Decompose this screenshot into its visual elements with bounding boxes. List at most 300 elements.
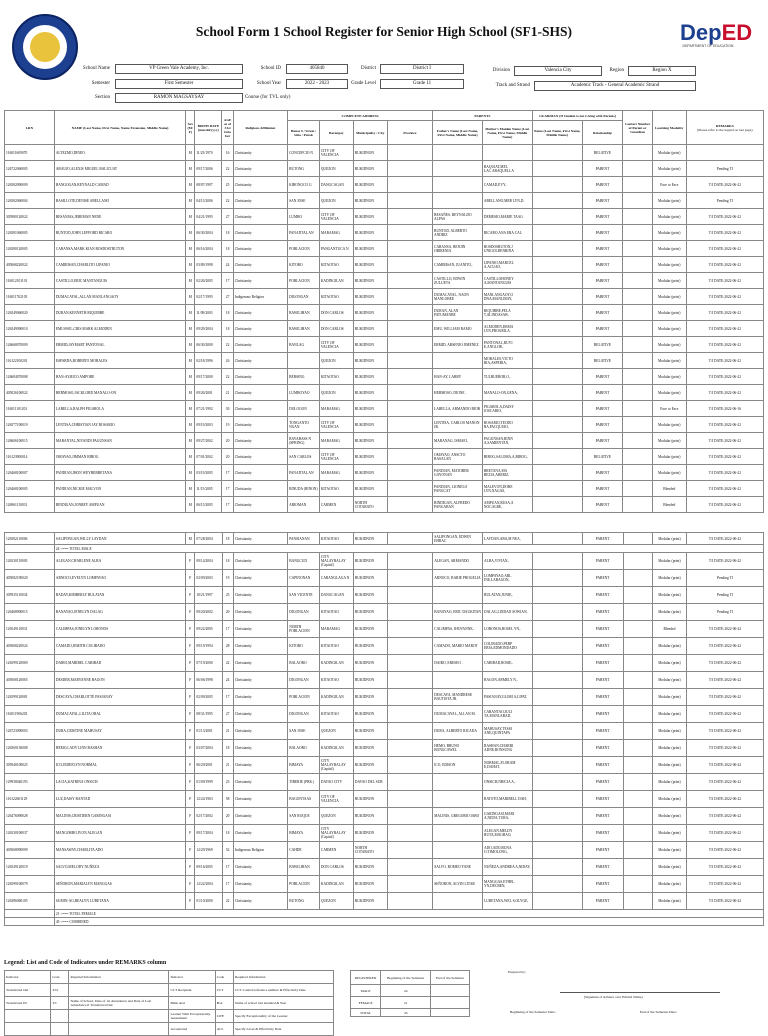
cell-guardian-name [532, 241, 582, 257]
cell-age: 20 [222, 808, 233, 825]
table-row [5, 465, 764, 481]
cell-name: BANGOGAN,REYNALD CAMAD [54, 177, 185, 193]
cell-remarks: T/I DATE:2022-06-22 [686, 757, 763, 774]
cell-remarks: Pending TI [686, 570, 763, 587]
cell-age: 21 [222, 757, 233, 774]
cell-contact [623, 401, 652, 417]
cell-province [387, 257, 432, 273]
legend-required: CCT Control/reference number & Effectivity Date [233, 984, 333, 997]
cell-father: MALINIS, GREGORIO IABO [433, 808, 483, 825]
cell-sex: M [186, 225, 195, 241]
cell-name: BADAY,KIMBERLY BULATAN [54, 587, 185, 604]
cell-sex: M [186, 193, 195, 209]
cell-religion: Christianity [233, 655, 287, 672]
summary-total-label: TOTAL [351, 1009, 381, 1017]
cell-guardian-name [532, 177, 582, 193]
cell-religion: Christianity [233, 876, 287, 893]
cell-relationship: PARENT [582, 757, 623, 774]
cell-father [433, 587, 483, 604]
cell-municipality: NORTH COTABATO [353, 497, 387, 513]
table-row [5, 604, 764, 621]
cell-barangay: DON CARLOS [319, 305, 353, 321]
cell-barangay: CARMEN [319, 842, 353, 859]
cell-lrn: 126961110031 [5, 497, 55, 513]
cell-province [387, 417, 432, 433]
legend-code: T/I [51, 997, 69, 1010]
cell-birthdate: 09/19/1994 [195, 638, 222, 655]
section-label: Section [95, 95, 110, 100]
cell-modality: Modular (print) [652, 808, 686, 825]
cell-guardian-name [532, 385, 582, 401]
cell-age: 22 [222, 337, 233, 353]
cell-house: BIMAYA [288, 757, 320, 774]
cell-province [387, 369, 432, 385]
table-row [5, 774, 764, 791]
table-row [5, 417, 764, 433]
cell-age: 27 [222, 209, 233, 225]
cell-guardian-name [532, 723, 582, 740]
cell-barangay: CITY OF VALENCIA [319, 209, 353, 225]
cell-relationship: PARENT [582, 321, 623, 337]
cell-age: 18 [222, 533, 233, 545]
cell-contact [623, 638, 652, 655]
cell-name: LACIA,KATRINA ONSICH [54, 774, 185, 791]
legend-indicator: Balik Aral [169, 997, 215, 1010]
col-province: Province [387, 121, 432, 145]
cell-modality: Modular (print) [652, 553, 686, 570]
cell-contact [623, 449, 652, 465]
cell-province [387, 842, 432, 859]
cell-birthdate: 03/07/2004 [195, 740, 222, 757]
table-row [5, 321, 764, 337]
track-field: Academic Track - General Academic Strand [534, 81, 696, 91]
cell-barangay: QUEZON [319, 161, 353, 177]
cell-modality: Modular (print) [652, 655, 686, 672]
table-row [5, 385, 764, 401]
cell-sex: M [186, 353, 195, 369]
cell-religion: Christianity [233, 241, 287, 257]
table-row [5, 706, 764, 723]
cell-guardian-name [532, 465, 582, 481]
cell-father: HEMO, BRUNO BONGCAWEL [433, 740, 483, 757]
cell-contact [623, 273, 652, 289]
cell-barangay: CITY OF VALENCIA [319, 417, 353, 433]
cell-guardian-name [532, 353, 582, 369]
cell-name: CALIMPAS,JONELYN LORONOS [54, 621, 185, 638]
cell-remarks: T/I DATE:2022-06-22 [686, 859, 763, 876]
cell-age: 24 [222, 672, 233, 689]
cell-relationship: PARENT [582, 369, 623, 385]
cell-contact [623, 337, 652, 353]
cell-father: EMU, WILLIAM RAMO [433, 321, 483, 337]
cell-birthdate: 02/18/1996 [195, 353, 222, 369]
cell-modality: Modular (print) [652, 225, 686, 241]
cell-religion: Christianity [233, 893, 287, 910]
cell-relationship: PARENT [582, 273, 623, 289]
table-row [5, 893, 764, 910]
cell-father: CAMIRISAN, JUANITO,. [433, 257, 483, 273]
cell-mother: PASIANAY,GLORI A,LIPAT, [483, 689, 533, 706]
cell-name: ICO,JEDEELYN NORMAL [54, 757, 185, 774]
cell-guardian-name [532, 369, 582, 385]
cell-province [387, 177, 432, 193]
cell-guardian-name [532, 417, 582, 433]
cell-age: 52 [222, 842, 233, 859]
cell-house: LUMBOYAO [288, 385, 320, 401]
cell-lrn: 116011101201 [5, 401, 55, 417]
col-guardian: GUARDIAN (If Student is not Living with Parents) [532, 111, 623, 121]
cell-age: 17 [222, 689, 233, 706]
cell-birthdate: 11/15/2005 [195, 481, 222, 497]
cell-municipality: BUKIDNON [353, 604, 387, 621]
cell-father: BINDIGAN, ALFREDO PANGABAN [433, 497, 483, 513]
cell-modality: Modular (print) [652, 353, 686, 369]
cell-religion: Christianity [233, 587, 287, 604]
cell-house: BUTONG [288, 893, 320, 910]
cell-sex: F [186, 638, 195, 655]
cell-religion: Christianity [233, 273, 287, 289]
cell-name: ARAUJO,ALEXIS MIGUEL BALICUAT [54, 161, 185, 177]
cell-religion: Christianity [233, 401, 287, 417]
cell-contact [623, 621, 652, 638]
cell-mother: ROSARIO,TEODO RA,PACQUIAO, [482, 417, 532, 433]
cell-municipality: BUKIDNON [353, 161, 387, 177]
cell-father: ARNOCO, BARIE PROGELIA [433, 570, 483, 587]
cell-barangay: CITY MALAYBALAY (Capital) [319, 553, 353, 570]
cell-house: BAGONTAAS [288, 791, 320, 808]
table-row [5, 289, 764, 305]
cell-house: BALAORO [288, 740, 320, 757]
cell-birthdate: 09/17/2006 [195, 161, 222, 177]
eos-date-label: End of the Semester Date: [640, 1010, 677, 1014]
col-relationship: Relationship [582, 121, 623, 145]
cell-house: POBLACION [288, 689, 320, 706]
cell-province [387, 289, 432, 305]
cell-remarks: T/I DATE:2022-06-22 [686, 337, 763, 353]
cell-mother: BULATAN,JUNIE,. [483, 587, 533, 604]
cell-barangay: QUEZON [319, 193, 353, 209]
cell-birthdate: 04/13/2006 [195, 193, 222, 209]
cell-name: MALINIS,CRISTIERN GARINGASI [54, 808, 185, 825]
cell-name: ALEGAN,CHARLENE ALBA [54, 553, 185, 570]
cell-house: POBLACION [288, 273, 320, 289]
cell-lrn: 126582090009 [5, 177, 55, 193]
cell-house: BAWILIHAN [288, 859, 320, 876]
summary-female-label: FEMALE [351, 997, 381, 1009]
cell-house: BAWILIHAN [288, 305, 320, 321]
cell-age: 17 [222, 497, 233, 513]
cell-father: SALVO, ROMEO YANE [433, 859, 483, 876]
cell-province [387, 497, 432, 513]
cell-guardian-name [532, 553, 582, 570]
cell-municipality: BUKIDNON [353, 706, 387, 723]
cell-sex: F [186, 672, 195, 689]
cell-age: 18 [222, 305, 233, 321]
cell-province [387, 273, 432, 289]
legend-head-required: Required Information [69, 971, 169, 984]
col-parents: PARENTS [433, 111, 533, 121]
cell-sex: F [186, 859, 195, 876]
cell-religion: Christianity [233, 859, 287, 876]
cell-province [387, 621, 432, 638]
cell-house: KITORO [288, 638, 320, 655]
cell-relationship: PARENT [582, 638, 623, 655]
cell-barangay: QUEZON [319, 723, 353, 740]
cell-lrn: 126582060004 [5, 193, 55, 209]
page-header [0, 0, 768, 100]
cell-remarks: T/I DATE:2022-06-22 [686, 876, 763, 893]
cell-barangay: KADINGILAN [319, 876, 353, 893]
cell-municipality: BUKIDNON [353, 305, 387, 321]
cell-house: TONGANTO NGAN [288, 417, 320, 433]
cell-father: OMAYAO, ANSCTO BASALAN [433, 449, 483, 465]
cell-guardian-name [532, 305, 582, 321]
cell-modality: Modular (print) [652, 337, 686, 353]
legend-code: CCT [215, 984, 233, 997]
cell-guardian-name [532, 433, 582, 449]
cell-contact [623, 757, 652, 774]
cell-relationship: RELATIVE [582, 449, 623, 465]
cell-remarks: T/I DATE:2022-06-22 [686, 533, 763, 545]
cell-contact [623, 481, 652, 497]
region-label: Region [609, 68, 624, 73]
cell-religion: Christianity [233, 825, 287, 842]
cell-relationship: PARENT [582, 481, 623, 497]
cell-lrn: 116011906203 [5, 706, 55, 723]
cell-mother [482, 145, 532, 161]
cell-municipality: BUKIDNON [353, 740, 387, 757]
cell-relationship: PARENT [582, 161, 623, 177]
table-row [5, 825, 764, 842]
cell-contact [623, 893, 652, 910]
cell-contact [623, 808, 652, 825]
cell-age: 18 [222, 825, 233, 842]
cell-name: BASILLOTE,DENISE ABELLANO [54, 193, 185, 209]
cell-province [387, 876, 432, 893]
cell-sex: F [186, 655, 195, 672]
table-row [5, 689, 764, 706]
cell-house: PANADTAL AN [288, 225, 320, 241]
cell-birthdate: 09/22/2005 [195, 621, 222, 638]
cell-mother: LAYDAN,ABA,M NEA, [483, 533, 533, 545]
cell-relationship: PARENT [582, 774, 623, 791]
cell-lrn: 116123900014 [5, 449, 55, 465]
col-mother: Mother's Maiden Name (Last Name, First Name, Middle Name) [482, 121, 532, 145]
summary-eos: End of the Semester [431, 971, 470, 985]
cell-contact [623, 305, 652, 321]
cell-contact [623, 145, 652, 161]
cell-lrn: 126549060020 [5, 305, 55, 321]
cell-relationship: PARENT [582, 401, 623, 417]
cell-relationship: PARENT [582, 417, 623, 433]
cell-contact [623, 672, 652, 689]
cell-municipality: BUKIDNON [353, 533, 387, 545]
cell-sex: F [186, 876, 195, 893]
cell-father: SALIPONGAN, EDWIN EHRAC [433, 533, 483, 545]
cell-religion: Christianity [233, 740, 287, 757]
cell-municipality: BUKIDNON [353, 876, 387, 893]
cell-contact [623, 825, 652, 842]
cell-mother: DALAG,LINDAJI SOWIAN, [483, 604, 533, 621]
legend-title: Legend: List and Code of Indicators under REMARKS column [4, 960, 167, 966]
table-row [5, 638, 764, 655]
cell-religion: Christianity [233, 621, 287, 638]
cell-remarks: Pending TI [686, 587, 763, 604]
cell-modality: Modular (print) [652, 433, 686, 449]
cell-age: 17 [222, 876, 233, 893]
cell-religion: Christianity [233, 385, 287, 401]
cell-age: 28 [222, 638, 233, 655]
district-field: District I [380, 64, 464, 74]
cell-modality: Modular (print) [652, 289, 686, 305]
table-row [5, 672, 764, 689]
cell-barangay: KITAOTAO [319, 706, 353, 723]
cell-contact [623, 353, 652, 369]
cell-age: 17 [222, 481, 233, 497]
cell-relationship: PARENT [582, 193, 623, 209]
cell-birthdate: 09/20/2002 [195, 604, 222, 621]
cell-father [433, 145, 483, 161]
cell-name: SEÑORON,MARIALYN MANGGAS [54, 876, 185, 893]
cell-mother: CABIBAD,ROSIE,. [483, 655, 533, 672]
school-year-label: School Year [256, 81, 281, 86]
cell-mother: BIBOG,SALOMA,A,BIBOG, [482, 449, 532, 465]
cell-remarks: T/I DATE:2022-06-22 [686, 385, 763, 401]
cell-age: 22 [222, 161, 233, 177]
cell-name: ESPARDA,ROBERTO MORALES [54, 353, 185, 369]
cell-birthdate: 06/29/2001 [195, 757, 222, 774]
table-row [5, 876, 764, 893]
cell-age: 20 [222, 449, 233, 465]
cell-birthdate: 02/26/2005 [195, 273, 222, 289]
cell-guardian-name [532, 161, 582, 177]
table-row [5, 433, 764, 449]
cell-father: CAMADO, MARIO MAROT [433, 638, 483, 655]
cell-province [387, 706, 432, 723]
cell-modality: Modular (print) [652, 587, 686, 604]
cell-house: BALAORO [288, 655, 320, 672]
cell-contact [623, 706, 652, 723]
cell-birthdate: 06/30/2000 [195, 337, 222, 353]
cell-father: CASTILLO, EDWIN ZULUETA [433, 273, 483, 289]
cell-municipality: BUKIDNON [353, 449, 387, 465]
table-row [5, 177, 764, 193]
cell-remarks: Pending TI [686, 604, 763, 621]
cell-father: BUNTOD, ALBERTO ANDRIZ [433, 225, 483, 241]
cell-sex: M [186, 533, 195, 545]
deped-logo-subtitle: DEPARTMENT OF EDUCATION [682, 44, 734, 48]
cell-modality: Modular (print) [652, 893, 686, 910]
division-field: Valencia City [514, 66, 602, 76]
cell-contact [623, 177, 652, 193]
legend-required: Specify Exceptionality of the Learner [233, 1010, 333, 1023]
cell-municipality: BUKIDNON [353, 672, 387, 689]
cell-lrn: 126577100019 [5, 417, 55, 433]
cell-birthdate: 03/09/1998 [195, 257, 222, 273]
cell-father: DURAN, ALAN PATUMANBE [433, 305, 483, 321]
cell-modality: Modular (print) [652, 672, 686, 689]
cell-mother: ABELLANO,MER LYN,D. [482, 193, 532, 209]
cell-barangay: CITY OF VALENCIA [319, 337, 353, 353]
cell-municipality: BUKIDNON [353, 757, 387, 774]
cell-name: CAMIRISAN,CHARLITO LIPANIO [54, 257, 185, 273]
cell-barangay: DON CARLOS [319, 859, 353, 876]
cell-remarks: T/I DATE:2022-06-22 [686, 321, 763, 337]
cell-relationship: RELATIVE [582, 145, 623, 161]
cell-remarks: T/I DATE:2022-06-22 [686, 369, 763, 385]
cell-age: 23 [222, 774, 233, 791]
cell-modality: Modular (print) [652, 273, 686, 289]
cell-remarks: T/I DATE:2022-06-22 [686, 449, 763, 465]
cell-age: 25 [222, 587, 233, 604]
cell-birthdate: 06/30/2004 [195, 225, 222, 241]
cell-birthdate: 12/22/2004 [195, 876, 222, 893]
cell-modality: Modular (print) [652, 385, 686, 401]
cell-birthdate: 02/17/2002 [195, 808, 222, 825]
cell-relationship: PARENT [582, 655, 623, 672]
cell-sex: M [186, 321, 195, 337]
cell-name: LENTISA,CHRISTIAN JAY ROSARIO [54, 417, 185, 433]
cell-modality: Modular (print) [652, 791, 686, 808]
legend-indicator: Transferred IN [5, 997, 51, 1010]
cell-lrn: 126599120081 [5, 689, 55, 706]
cell-province [387, 740, 432, 757]
legend-required: Name of School, Date of 1st Attendance and Date of Last Attendance if Transferred Out [69, 997, 169, 1010]
cell-father: HERMOSO, DIONE . [433, 385, 483, 401]
cell-province [387, 209, 432, 225]
cell-father: SEÑORON, ALVIN LITAR [433, 876, 483, 893]
cell-barangay: QUEZON [319, 893, 353, 910]
cell-relationship: PARENT [582, 289, 623, 305]
cell-house: CONCEPCIO N [288, 145, 320, 161]
cell-name: DESDER,MARYANNE BAGON [54, 672, 185, 689]
cell-religion: Christianity [233, 604, 287, 621]
cell-father [433, 177, 483, 193]
col-barangay: Barangay [319, 121, 353, 145]
female-rows [5, 533, 764, 926]
cell-modality: Modular (print) [652, 604, 686, 621]
cell-province [387, 533, 432, 545]
cell-guardian-name [532, 689, 582, 706]
cell-father: CALIMPAS, JHOVANNE,. [433, 621, 483, 638]
cell-birthdate: 09/17/2004 [195, 825, 222, 842]
cell-house: DIGONGAN [288, 706, 320, 723]
cell-sex: M [186, 145, 195, 161]
cell-contact [623, 257, 652, 273]
cell-province [387, 570, 432, 587]
cell-municipality: BUKIDNON [353, 225, 387, 241]
cell-father: ICO, EDISON [433, 757, 483, 774]
cell-father [433, 774, 483, 791]
cell-remarks: T/I DATE:2022-06-22 [686, 273, 763, 289]
cell-house: BUTONG [288, 161, 320, 177]
cell-lrn: 116012101101 [5, 273, 55, 289]
legend-head-indicator-2: Indicator [169, 971, 215, 984]
cell-remarks: T/I DATE:2022-06-22 [686, 740, 763, 757]
legend-indicator: CCT Recipient [169, 984, 215, 997]
cell-age: 22 [222, 893, 233, 910]
cell-name: DUMACAYAL,LILITA ORAL [54, 706, 185, 723]
cell-age: 22 [222, 369, 233, 385]
cell-mother: TULBUEBOR,O,. [482, 369, 532, 385]
cell-guardian-name [532, 273, 582, 289]
cell-sex: M [186, 257, 195, 273]
cell-remarks: T/I DATE:2022-06-22 [686, 305, 763, 321]
cell-lrn: 126684070008 [5, 369, 55, 385]
cell-sex: F [186, 808, 195, 825]
cell-sex: F [186, 825, 195, 842]
cell-name: CASTILLO,ERIC MANTANGUIS [54, 273, 185, 289]
